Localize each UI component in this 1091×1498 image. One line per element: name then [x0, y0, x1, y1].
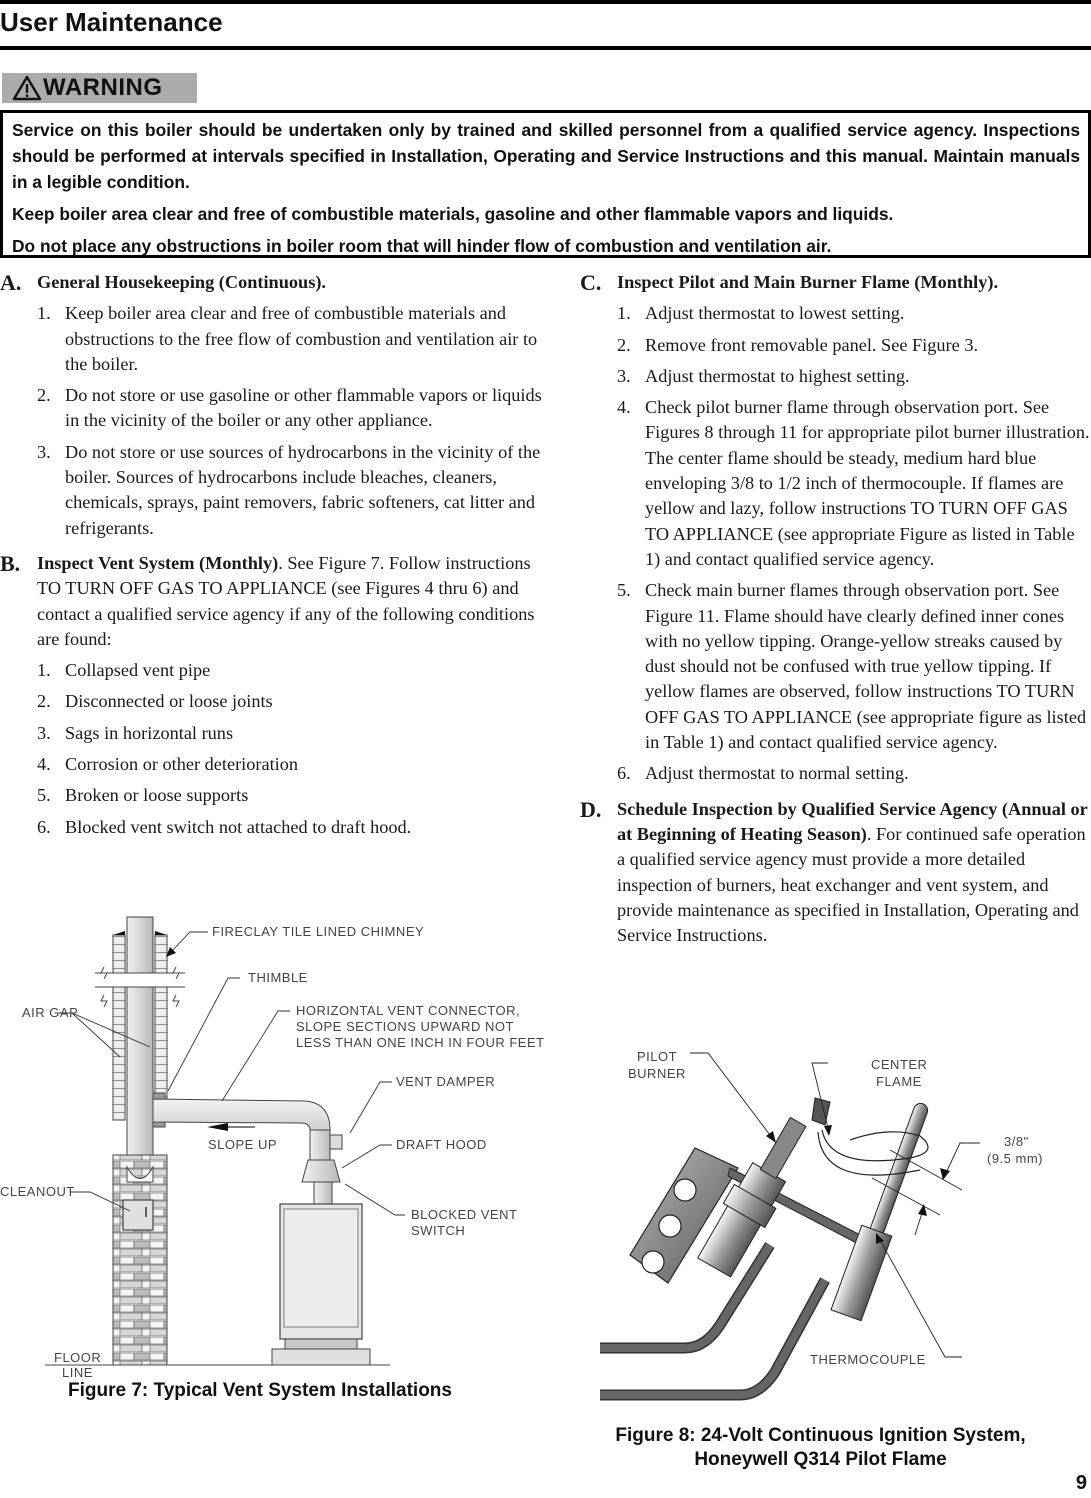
- item-number: 1.: [37, 660, 51, 681]
- item-text: Collapsed vent pipe: [65, 660, 211, 681]
- page-number: 9: [1075, 1472, 1087, 1494]
- page-title: User Maintenance: [0, 7, 223, 37]
- label-pilot-burner: BURNER: [628, 1066, 686, 1081]
- item-list: [37, 301, 545, 541]
- item-text: Remove front removable panel. See Figure 3.: [645, 334, 979, 355]
- list-item: [617, 578, 1091, 755]
- label-floor-line: LINE: [62, 1365, 93, 1380]
- label-dimension: 3/8": [1004, 1134, 1029, 1149]
- pilot-flame-diagram: [590, 1040, 1091, 1428]
- item-list: [37, 658, 545, 840]
- item-text: Adjust thermostat to highest setting.: [645, 365, 910, 386]
- warning-paragraph: Service on this boiler should be undertaken only by trained and skilled personnel from a qualified service agency. Inspections should be performed at intervals specified in Installation, Operating and Service Instructions and this manual. Maintain manuals in a legible condition.: [12, 120, 1080, 192]
- section-heading: Inspect Pilot and Main Burner Flame (Monthly).: [617, 272, 999, 292]
- item-number: 2.: [37, 385, 51, 406]
- list-item: [37, 689, 545, 714]
- label-connector: HORIZONTAL VENT CONNECTOR,: [296, 1003, 521, 1018]
- section-letter: D.: [580, 796, 602, 822]
- item-number: 3.: [37, 441, 51, 462]
- item-number: 1.: [37, 303, 51, 324]
- item-text: Keep boiler area clear and free of combustible materials and obstructions to the free flow of combustion and ventilation air to the boiler.: [65, 303, 538, 374]
- warning-paragraph: Do not place any obstructions in boiler room that will hinder flow of combustion and ventilation air.: [12, 236, 832, 256]
- section-d: [580, 797, 1091, 949]
- item-number: 5.: [617, 580, 631, 601]
- list-item: [37, 721, 545, 746]
- label-thermocouple: THERMOCOUPLE: [810, 1352, 926, 1367]
- label-blocked-vent-switch: BLOCKED VENT: [411, 1207, 518, 1222]
- label-dimension: (9.5 mm): [987, 1151, 1043, 1166]
- top-rule: [0, 0, 1091, 4]
- label-vent-damper: VENT DAMPER: [396, 1074, 496, 1089]
- section-heading: Inspect Vent System (Monthly): [37, 552, 279, 573]
- item-text: Broken or loose supports: [65, 785, 249, 806]
- section-heading: General Housekeeping (Continuous).: [37, 272, 326, 292]
- label-draft-hood: DRAFT HOOD: [396, 1137, 487, 1152]
- list-item: [617, 395, 1091, 572]
- list-item: [37, 752, 545, 777]
- item-text: Adjust thermostat to lowest setting.: [645, 303, 905, 324]
- list-item: [617, 364, 1091, 389]
- item-number: 4.: [37, 754, 51, 775]
- label-center-flame: FLAME: [876, 1074, 922, 1089]
- label-cleanout: CLEANOUT: [0, 1184, 75, 1199]
- list-item: [617, 333, 1091, 358]
- title-rule: [0, 46, 1091, 50]
- list-item: [617, 301, 1091, 326]
- figure-7: [0, 905, 570, 1403]
- label-chimney: FIRECLAY TILE LINED CHIMNEY: [212, 924, 425, 939]
- label-air-gap: AIR GAP: [22, 1005, 79, 1020]
- right-column: [580, 270, 1091, 948]
- section-letter: A.: [0, 270, 22, 295]
- figure-8-caption: [590, 1424, 1091, 1472]
- item-number: 2.: [617, 334, 631, 355]
- item-number: 2.: [37, 691, 51, 712]
- left-column: [0, 270, 545, 846]
- vent-system-diagram: [0, 905, 570, 1383]
- label-thimble: THIMBLE: [248, 970, 308, 985]
- item-text: Do not store or use gasoline or other flammable vapors or liquids in the vicinity of the boiler or any other appliance.: [65, 385, 542, 431]
- warning-badge: [2, 73, 197, 103]
- section-a: [0, 270, 545, 541]
- section-c: [580, 270, 1091, 787]
- caption-line: Figure 8: 24-Volt Continuous Ignition System,: [615, 1425, 1026, 1446]
- section-intro: . See Figure 7. Follow instructions TO TURN OFF GAS TO APPLIANCE (see Figures 4 thru 6) and contact a qualified service agency if any of the following conditions are found:: [37, 552, 535, 649]
- label-connector: SLOPE SECTIONS UPWARD NOT: [296, 1019, 514, 1034]
- list-item: [37, 815, 545, 840]
- item-text: Check pilot burner flame through observation port. See Figures 8 through 11 for appropriate pilot burner illustration. The center flame should be steady, medium hard blue enveloping 3/8 to 1/2 inch of thermocouple. If flames are yellow and lazy, follow instructions TO TURN OFF GAS TO APPLIANCE (see appropriate Figure as listed in Table 1) and contact qualified service agency.: [645, 397, 1090, 569]
- warning-label: WARNING: [43, 74, 163, 101]
- item-text: Check main burner flames through observation port. See Figure 11. Flame should have clearly defined inner cones with no yellow tipping. Orange-yellow streaks caused by dust should not be confused with true yellow tipping. If yellow flames are observed, follow instructions TO TURN OFF GAS TO APPLIANCE (see appropriate figure as listed in Table 1) and contact qualified service agency.: [645, 580, 1087, 753]
- item-number: 1.: [617, 303, 631, 324]
- list-item: [37, 783, 545, 808]
- item-text: Disconnected or loose joints: [65, 691, 273, 712]
- section-letter: B.: [0, 550, 21, 576]
- warning-box: [0, 110, 1091, 258]
- label-floor-line: FLOOR: [54, 1350, 102, 1365]
- item-number: 4.: [617, 397, 631, 418]
- warning-triangle-icon: [12, 75, 42, 101]
- list-item: [37, 658, 545, 683]
- section-heading: Schedule Inspection by Qualified Service Agency (Annual or at Beginning of Heating Season): [617, 798, 1088, 844]
- item-text: Blocked vent switch not attached to draft hood.: [65, 816, 412, 837]
- section-letter: C.: [580, 270, 602, 295]
- label-connector: LESS THAN ONE INCH IN FOUR FEET: [296, 1035, 545, 1050]
- item-number: 6.: [37, 816, 51, 837]
- warning-paragraph: Keep boiler area clear and free of combustible materials, gasoline and other flammable vapors and liquids.: [12, 204, 894, 224]
- item-text: Adjust thermostat to normal setting.: [645, 763, 909, 784]
- item-number: 6.: [617, 763, 631, 784]
- item-text: Do not store or use sources of hydrocarbons in the vicinity of the boiler. Sources of hydrocarbons include bleaches, cleaners, chemicals, sprays, paint removers, fabric softeners, cat litter and refrigerants.: [65, 441, 541, 538]
- list-item: [37, 301, 545, 377]
- list-item: [37, 383, 545, 434]
- label-pilot-burner: PILOT: [637, 1049, 678, 1064]
- item-number: 3.: [617, 365, 631, 386]
- section-b: [0, 551, 545, 840]
- list-item: [37, 440, 545, 541]
- item-text: Sags in horizontal runs: [65, 722, 234, 743]
- label-blocked-vent-switch: SWITCH: [411, 1223, 466, 1238]
- label-slope-up: SLOPE UP: [208, 1137, 278, 1152]
- figure-7-caption: Figure 7: Typical Vent System Installations: [68, 1380, 452, 1401]
- item-number: 5.: [37, 785, 51, 806]
- caption-line: Honeywell Q314 Pilot Flame: [694, 1449, 947, 1470]
- label-center-flame: CENTER: [871, 1057, 928, 1072]
- item-list: [617, 301, 1091, 786]
- figure-8: [590, 1040, 1091, 1472]
- section-intro: . For continued safe operation a qualified service agency must provide a more detailed inspection of burners, heat exchanger and vent system, and provide maintenance as specified in Installation, Operating and Service Instructions.: [617, 823, 1086, 946]
- item-number: 3.: [37, 722, 51, 743]
- item-text: Corrosion or other deterioration: [65, 754, 299, 775]
- list-item: [617, 761, 1091, 786]
